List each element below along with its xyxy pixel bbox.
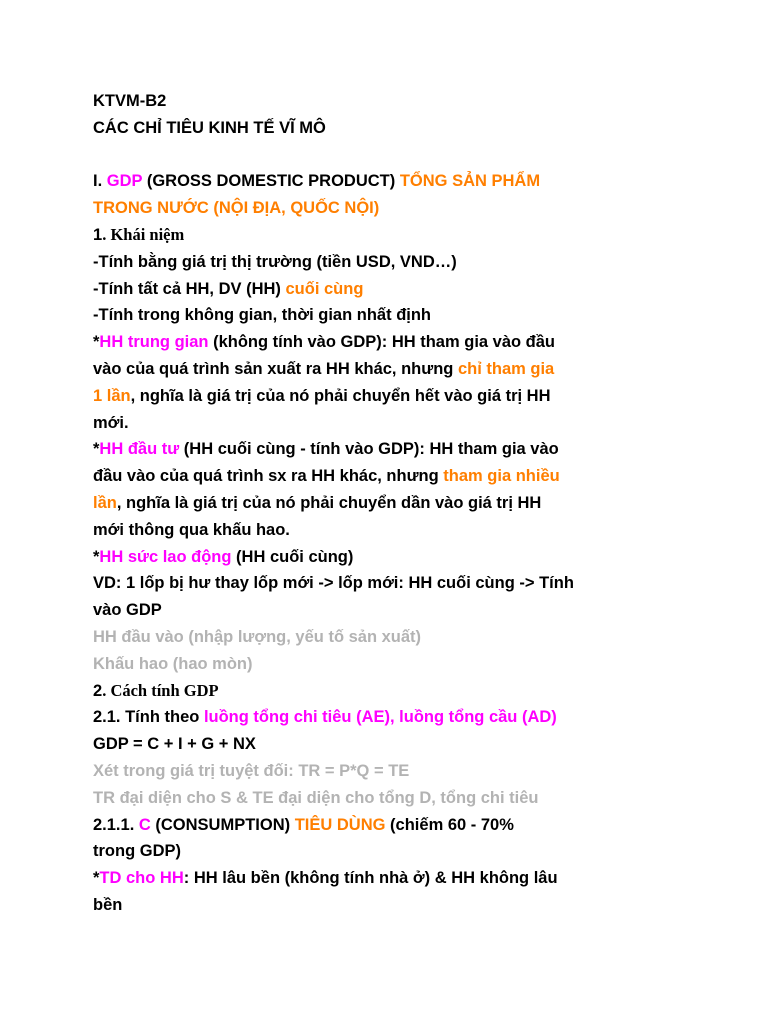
text-segment: đầu vào của quá trình sx ra HH khác, nhưng: [93, 467, 444, 486]
text-segment: (HH cuối cùng): [231, 547, 354, 566]
text-line: [93, 302, 693, 329]
text-line: [93, 838, 693, 865]
text-line: [93, 544, 693, 571]
text-line: [93, 651, 693, 678]
text-segment: Xét trong giá trị tuyệt đối: TR = P*Q = TE: [93, 761, 410, 780]
text-line: [93, 892, 693, 919]
text-segment: (không tính vào GDP): HH tham gia vào đầu: [208, 333, 556, 352]
text-segment: TD cho HH: [99, 869, 184, 888]
text-segment: vào GDP: [93, 601, 162, 620]
text-segment: VD: 1 lốp bị hư thay lốp mới -> lốp mới: HH cuối cùng -> Tính: [93, 574, 574, 593]
text-line: [93, 704, 693, 731]
text-segment: mới thông qua khấu hao.: [93, 520, 290, 539]
text-segment: GDP: [106, 172, 143, 191]
text-segment: HH sức lao động: [99, 547, 232, 566]
text-segment: (chiếm 60 - 70%: [385, 815, 514, 834]
text-line: [93, 410, 693, 437]
text-segment: . Khái niệm: [102, 224, 185, 244]
text-line: [93, 731, 693, 758]
text-segment: TỔNG SẢN PHẨM: [399, 172, 541, 191]
text-line: [93, 570, 693, 597]
text-line: [93, 597, 693, 624]
text-segment: lần: [93, 493, 117, 512]
text-segment: -Tính bằng giá trị thị trường (tiền USD, VND…): [93, 252, 457, 271]
text-segment: *: [93, 869, 100, 888]
doc-title: KTVM-B2: [93, 92, 167, 110]
text-segment: HH trung gian: [99, 333, 209, 352]
document-body: [93, 168, 693, 918]
text-line: [93, 329, 693, 356]
text-line: [93, 463, 693, 490]
text-segment: cuối cùng: [285, 279, 364, 298]
text-segment: *: [93, 440, 100, 459]
blank-line: [93, 142, 693, 169]
text-segment: vào của quá trình sản xuất ra HH khác, nhưng: [93, 359, 458, 378]
text-segment: bền: [93, 895, 123, 914]
text-line: [93, 865, 693, 892]
text-segment: trong GDP): [93, 842, 181, 861]
text-segment: *: [93, 333, 100, 352]
text-segment: HH đầu vào (nhập lượng, yếu tố sản xuất): [93, 627, 422, 646]
text-segment: -Tính tất cả HH, DV (HH): [93, 279, 286, 298]
text-line: [93, 812, 693, 839]
text-segment: *: [93, 547, 100, 566]
text-line: [93, 356, 693, 383]
text-segment: (GROSS DOMESTIC PRODUCT): [142, 172, 400, 191]
document-page: [93, 88, 693, 919]
text-segment: 2.1.1.: [93, 815, 139, 834]
text-segment: luồng tổng chi tiêu (AE), luồng tổng cầu (AD): [203, 708, 557, 727]
text-segment: , nghĩa là giá trị của nó phải chuyển hết vào giá trị HH: [130, 386, 551, 405]
text-line: [93, 168, 693, 195]
text-segment: TRONG NƯỚC (NỘI ĐỊA, QUỐC NỘI): [93, 199, 380, 218]
text-line: [93, 624, 693, 651]
text-line: [93, 195, 693, 222]
text-segment: (HH cuối cùng - tính vào GDP): HH tham gia vào: [179, 440, 559, 459]
text-segment: chỉ tham gia: [457, 359, 555, 378]
text-line: [93, 758, 693, 785]
text-segment: -Tính trong không gian, thời gian nhất định: [93, 306, 432, 325]
text-segment: C: [138, 815, 151, 834]
text-line: [93, 276, 693, 303]
text-line: [93, 678, 693, 705]
text-line: [93, 785, 693, 812]
text-segment: TR đại diện cho S & TE đại diện cho tổng D, tổng chi tiêu: [93, 788, 539, 807]
text-line: [93, 517, 693, 544]
text-segment: 1: [93, 225, 103, 244]
doc-subtitle: CÁC CHỈ TIÊU KINH TẾ VĨ MÔ: [93, 118, 326, 137]
text-line: [93, 249, 693, 276]
text-segment: mới.: [93, 413, 129, 432]
text-segment: 1 lần: [93, 386, 131, 405]
text-line: [93, 383, 693, 410]
text-line: [93, 490, 693, 517]
text-segment: (CONSUMPTION): [150, 815, 295, 834]
text-segment: . Cách tính GDP: [102, 680, 219, 700]
text-segment: 2.1. Tính theo: [93, 708, 204, 727]
text-segment: tham gia nhiều: [443, 467, 560, 486]
text-segment: : HH lâu bền (không tính nhà ở) & HH không lâu: [183, 869, 558, 888]
text-segment: HH đầu tư: [99, 440, 180, 459]
text-segment: TIÊU DÙNG: [294, 815, 386, 834]
text-segment: GDP = C + I + G + NX: [93, 735, 256, 754]
text-line: [93, 436, 693, 463]
text-segment: Khấu hao (hao mòn): [93, 654, 253, 673]
text-segment: I.: [93, 172, 107, 191]
text-segment: , nghĩa là giá trị của nó phải chuyển dần vào giá trị HH: [116, 493, 542, 512]
text-segment: 2: [93, 681, 103, 700]
text-line: [93, 222, 693, 249]
